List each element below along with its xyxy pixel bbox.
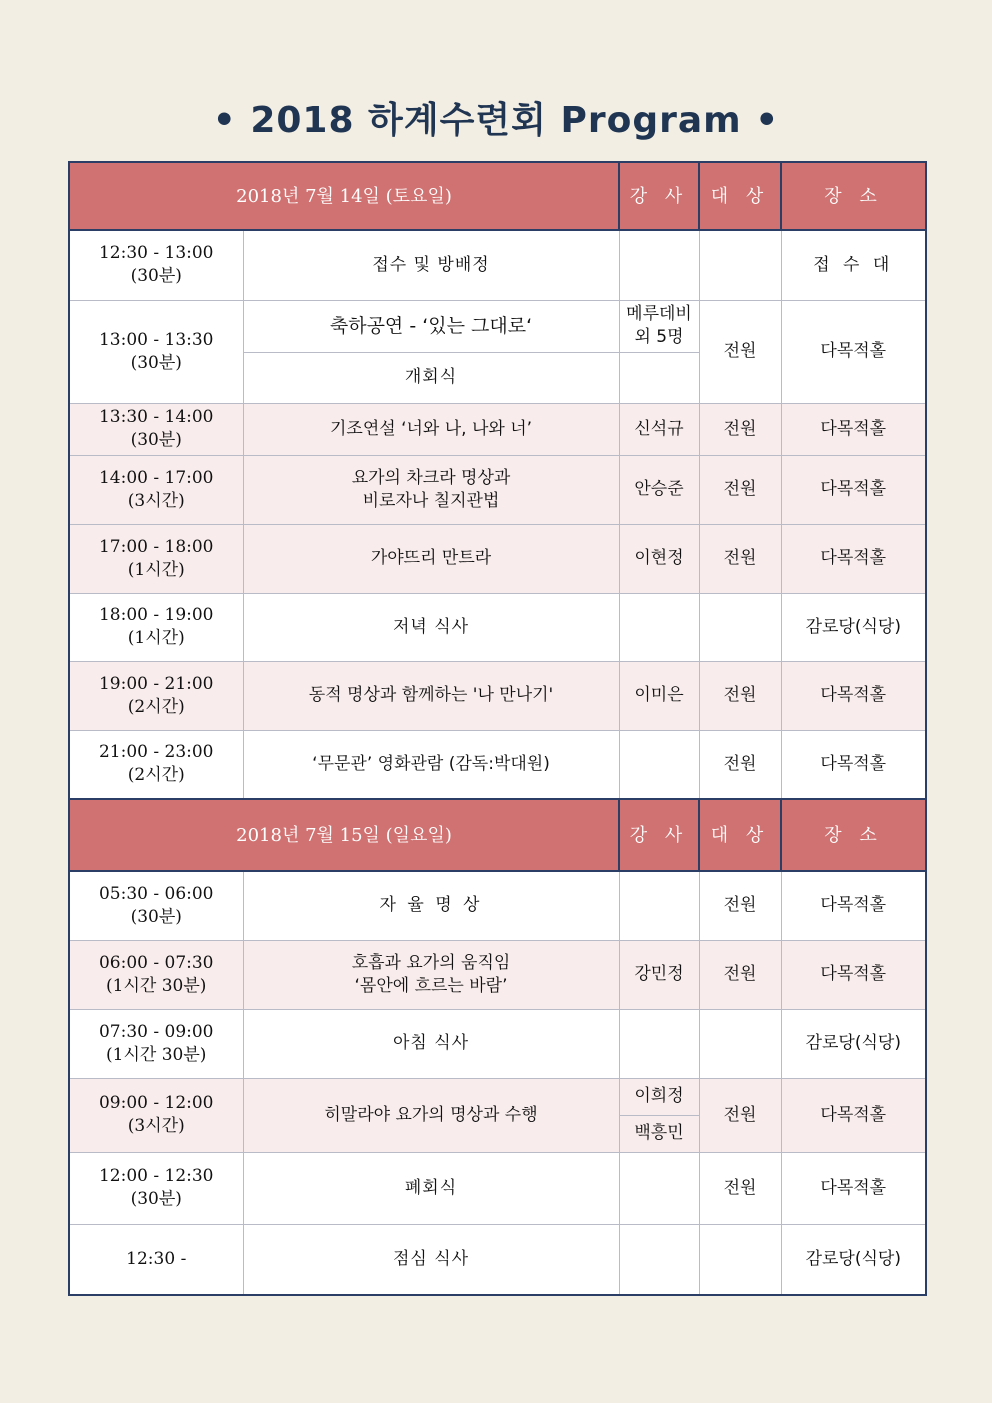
instructor-cell: 이현정 — [619, 524, 699, 593]
time-range: 17:00 - 18:00 — [98, 536, 214, 557]
target-cell — [699, 1224, 781, 1295]
target-column-header: 대 상 — [699, 799, 781, 871]
location-cell: 감로당(식당) — [781, 1009, 926, 1078]
event-cell — [243, 455, 619, 524]
duration: (30분) — [130, 1189, 182, 1209]
event-cell: 아침 식사 — [243, 1009, 619, 1078]
duration: (30분) — [130, 906, 182, 927]
target-cell: 전원 — [699, 455, 781, 524]
duration: (2시간) — [127, 765, 185, 786]
event-cell: ‘무문관’ 영화관람 (감독:박대원) — [243, 730, 619, 799]
duration: (1시간 30분) — [106, 1044, 207, 1065]
time-cell — [69, 871, 243, 940]
location-cell: 접 수 대 — [781, 230, 926, 300]
table-row — [69, 230, 926, 300]
duration: (1시간 30분) — [106, 975, 207, 996]
instructor-cell — [619, 1152, 699, 1224]
time-cell — [69, 661, 243, 730]
time-range: 19:00 - 21:00 — [98, 673, 214, 694]
target-cell: 전원 — [699, 1152, 781, 1224]
instructor-cell — [619, 1224, 699, 1295]
instructor-extra: 외 5명 — [634, 327, 684, 347]
target-cell: 전원 — [699, 940, 781, 1009]
duration: (2시간) — [127, 696, 185, 717]
time-range: 07:30 - 09:00 — [98, 1021, 214, 1042]
table-row — [69, 1224, 926, 1295]
time-range: 12:00 - 12:30 — [98, 1166, 214, 1186]
duration: (30분) — [130, 266, 182, 287]
instructor-cell: 강민정 — [619, 940, 699, 1009]
duration: (3시간) — [127, 1116, 185, 1136]
instructor-cell: 안승준 — [619, 455, 699, 524]
location-cell: 다목적홀 — [781, 524, 926, 593]
location-cell: 다목적홀 — [781, 1078, 926, 1152]
event-line: 비로자나 칠지관법 — [362, 490, 500, 511]
target-cell — [699, 1009, 781, 1078]
target-column-header: 대 상 — [699, 162, 781, 230]
page-title: • 2018 하계수련회 Program • — [212, 100, 780, 141]
instructor-cell — [619, 730, 699, 799]
time-cell — [69, 940, 243, 1009]
time-range: 12:30 - 13:00 — [98, 243, 214, 264]
location-cell: 다목적홀 — [781, 1152, 926, 1224]
time-cell — [69, 455, 243, 524]
table-row — [69, 730, 926, 799]
table-row — [69, 593, 926, 661]
target-cell — [699, 593, 781, 661]
time-range: 18:00 - 19:00 — [98, 605, 214, 625]
duration: (3시간) — [127, 490, 185, 511]
table-row — [69, 1078, 926, 1115]
time-cell — [69, 730, 243, 799]
duration: (30분) — [130, 352, 182, 373]
instructor-cell — [619, 871, 699, 940]
instructor-cell: 백흥민 — [619, 1115, 699, 1152]
table-row — [69, 1152, 926, 1224]
instructor-cell: 이미은 — [619, 661, 699, 730]
event-cell: 저녁 식사 — [243, 593, 619, 661]
instructor-cell — [619, 230, 699, 300]
day2-date-header: 2018년 7월 15일 (일요일) — [69, 799, 619, 871]
duration: (1시간) — [127, 628, 185, 648]
event-cell: 기조연설 ‘너와 나, 나와 너’ — [243, 403, 619, 455]
time-cell: 12:30 - — [69, 1224, 243, 1295]
target-cell: 전원 — [699, 300, 781, 403]
time-cell — [69, 300, 243, 403]
location-column-header: 장 소 — [781, 799, 926, 871]
time-range: 06:00 - 07:30 — [98, 952, 214, 973]
time-cell — [69, 403, 243, 455]
target-cell: 전원 — [699, 1078, 781, 1152]
target-cell — [699, 230, 781, 300]
time-range: 14:00 - 17:00 — [98, 467, 214, 488]
location-cell: 다목적홀 — [781, 871, 926, 940]
event-cell: 히말라야 요가의 명상과 수행 — [243, 1078, 619, 1152]
table-row — [69, 1009, 926, 1078]
instructor-cell: 신석규 — [619, 403, 699, 455]
event-cell: 접수 및 방배정 — [243, 230, 619, 300]
event-cell: 가야뜨리 만트라 — [243, 524, 619, 593]
time-range: 13:00 - 13:30 — [98, 329, 214, 350]
instructor-cell — [619, 300, 699, 352]
table-row — [69, 403, 926, 455]
instructor-column-header: 강 사 — [619, 799, 699, 871]
time-cell — [69, 593, 243, 661]
location-column-header: 장 소 — [781, 162, 926, 230]
target-cell: 전원 — [699, 661, 781, 730]
location-cell: 다목적홀 — [781, 300, 926, 403]
time-cell — [69, 230, 243, 300]
event-cell: 동적 명상과 함께하는 '나 만나기' — [243, 661, 619, 730]
day1-header-row — [69, 162, 926, 230]
instructor-name: 메루데비 — [626, 304, 692, 324]
table-row — [69, 455, 926, 524]
time-range: 09:00 - 12:00 — [98, 1093, 214, 1113]
table-row — [69, 661, 926, 730]
location-cell: 감로당(식당) — [781, 1224, 926, 1295]
location-cell: 다목적홀 — [781, 455, 926, 524]
table-row — [69, 300, 926, 352]
day2-header-row — [69, 799, 926, 871]
location-cell: 다목적홀 — [781, 403, 926, 455]
program-table — [68, 161, 927, 1296]
event-cell: 폐회식 — [243, 1152, 619, 1224]
event-line: ‘몸안에 흐르는 바람’ — [354, 975, 508, 996]
event-line: 호흡과 요가의 움직임 — [351, 952, 511, 973]
table-row — [69, 524, 926, 593]
instructor-cell — [619, 1009, 699, 1078]
table-row — [69, 940, 926, 1009]
event-cell: 축하공연 - ‘있는 그대로‘ — [243, 300, 619, 352]
instructor-column-header: 강 사 — [619, 162, 699, 230]
instructor-cell — [619, 593, 699, 661]
time-cell — [69, 1009, 243, 1078]
event-line: 요가의 차크라 명상과 — [351, 467, 511, 488]
location-cell: 감로당(식당) — [781, 593, 926, 661]
target-cell: 전원 — [699, 730, 781, 799]
target-cell: 전원 — [699, 524, 781, 593]
duration: (1시간) — [127, 559, 185, 580]
instructor-cell — [619, 352, 699, 403]
time-cell — [69, 524, 243, 593]
event-cell — [243, 940, 619, 1009]
time-range: 13:30 - 14:00 — [98, 407, 214, 427]
day1-date-header: 2018년 7월 14일 (토요일) — [69, 162, 619, 230]
time-range: 21:00 - 23:00 — [98, 742, 214, 763]
target-cell: 전원 — [699, 871, 781, 940]
time-cell — [69, 1078, 243, 1152]
event-cell: 점심 식사 — [243, 1224, 619, 1295]
event-cell: 개회식 — [243, 352, 619, 403]
time-cell — [69, 1152, 243, 1224]
table-row — [69, 871, 926, 940]
location-cell: 다목적홀 — [781, 661, 926, 730]
instructor-cell: 이희정 — [619, 1078, 699, 1115]
location-cell: 다목적홀 — [781, 730, 926, 799]
duration: (30분) — [130, 430, 182, 450]
event-cell: 자 율 명 상 — [243, 871, 619, 940]
location-cell: 다목적홀 — [781, 940, 926, 1009]
target-cell: 전원 — [699, 403, 781, 455]
time-range: 05:30 - 06:00 — [98, 883, 214, 904]
